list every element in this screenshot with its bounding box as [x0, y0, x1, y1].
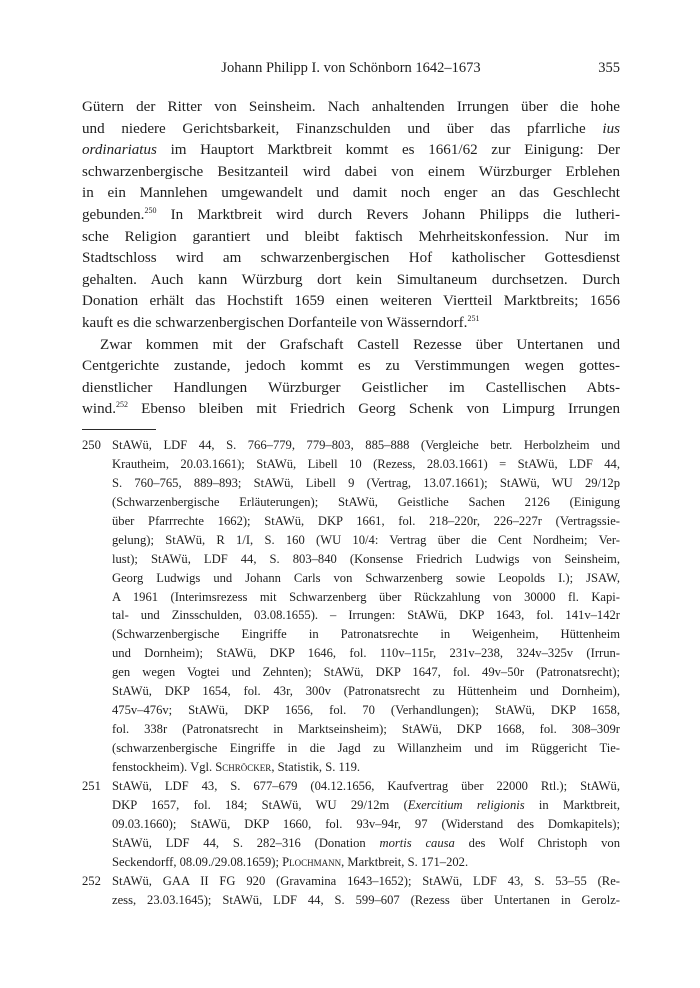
footnote-line: 09.03.1660); StAWü, DKP 1660, fol. 93v–94r, 97 (Widerstand des Domkapitels);	[112, 816, 620, 831]
footnote-line: gen wegen Vogtei und Zehnten); StAWü, DKP 1647, fol. 49v–50r (Patronatsrecht);	[112, 665, 620, 680]
footnote-number: 251	[82, 778, 101, 793]
footnote-line: (Schwarzenbergische Eingriffe in Patronatsrechte in Weigenheim, Hüttenheim	[112, 627, 620, 642]
text-line: und niedere Gerichtsbarkeit, Finanzschulden und über das pfarrliche ius	[82, 120, 620, 137]
footnote-line: Georg Ludwigs und Johann Carls von Schwarzenberg sowie Leopolds I.); JSAW,	[112, 570, 620, 585]
footnote-line: Seckendorff, 08.09./29.08.1659); Plochmann, Marktbreit, S. 171–202.	[112, 854, 469, 869]
footnote-line: S. 760–765, 889–893; StAWü, Libell 9 (Vertrag, 13.07.1661); StAWü, WU 29/12p	[112, 475, 620, 490]
footnote-marker: 250	[144, 205, 157, 215]
footnote-line: und Dornheim); StAWü, DKP 1646, fol. 110v–115r, 231v–238, 324v–325v (Irrun-	[112, 646, 620, 661]
author-name: Schröcker	[215, 759, 272, 774]
footnote-line: tal- und Zinsschulden, 03.08.1655). – Irrungen: StAWü, DKP 1643, fol. 141v–142r	[112, 608, 620, 623]
footnote-line: gelung); StAWü, R 1/I, S. 160 (WU 10/4: Vertrag über die Cent Nordheim; Ver-	[112, 532, 620, 547]
footnote	[82, 872, 620, 910]
footnote-body	[112, 872, 620, 910]
running-title: Johann Philipp I. von Schönborn 1642–1673	[221, 60, 481, 76]
footnote-line: StAWü, GAA II FG 920 (Gravamina 1643–1652); StAWü, LDF 43, S. 53–55 (Re-	[112, 873, 620, 888]
footnote-line: 475v–476v; StAWü, DKP 1656, fol. 70 (Verhandlungen); StAWü, DKP 1658,	[112, 703, 620, 718]
page-number: 355	[598, 60, 620, 76]
footnote-line: A 1961 (Interimsrezess mit Schwarzenberg über Rückzahlung von 30000 fl. Kapi-	[112, 589, 620, 604]
footnote-line: (Schwarzenbergische Erläuterungen); StAWü, Geistliche Sachen 2126 (Einigung	[112, 494, 620, 509]
footnote-number: 252	[82, 873, 101, 888]
text-line: dienstlicher Handlungen Würzburger Geistlicher im Castellischen Abts-	[82, 379, 620, 396]
text-line: gebunden.$^{250}$ In Marktbreit wird durch Revers Johann Philipps die lutheri-	[82, 205, 620, 223]
footnote-line: zess, 23.03.1645); StAWü, LDF 44, S. 599–607 (Rezess über Untertanen in Gerolz-	[112, 892, 620, 907]
footnote-body	[112, 436, 620, 777]
footnote-line: StAWü, LDF 44, S. 282–316 (Donation mortis causa des Wolf Christoph von	[112, 835, 621, 850]
footnote-body	[112, 777, 620, 872]
footnote-line: (schwarzenbergische Eingriffe in die Jagd zu Willanzheim und im Rüggericht Tie-	[112, 741, 620, 755]
footnote-line: fol. 338r (Patronatsrecht in Marktseinsheim); StAWü, DKP 1668, fol. 308–309r	[112, 722, 620, 737]
footnote-line: DKP 1657, fol. 184; StAWü, WU 29/12m (Exercitium religionis in Marktbreit,	[112, 797, 620, 812]
text-line: schwarzenbergische Besitzanteil wird dabei von einem Würzburger Erblehen	[82, 163, 620, 180]
footnote-line: fenstockheim). Vgl. Schröcker, Statistik, S. 119.	[112, 759, 361, 774]
text-line: kauft es die schwarzenbergischen Dorfanteile von Wässerndorf.$^{251}$	[82, 313, 480, 331]
footnote-line: lust); StAWü, LDF 44, S. 803–840 (Konsense Friedrich Ludwigs von Seinsheim,	[112, 551, 620, 566]
main-text	[82, 97, 620, 421]
text-line: Centgerichte zustande, jedoch kommt es zu Verstimmungen wegen gottes-	[82, 358, 620, 375]
footnote-line: StAWü, DKP 1654, fol. 43r, 300v (Patronatsrecht zu Hüttenheim und Dornheim),	[112, 684, 620, 699]
text-line: sche Religion garantiert und bleibt faktisch Mehrheitskonfession. Nur im	[82, 228, 620, 245]
footnote-marker: 251	[467, 313, 480, 323]
running-header	[82, 60, 620, 82]
text-line: Zwar kommen mit der Grafschaft Castell Rezesse über Untertanen und	[100, 336, 620, 353]
text-line: Gütern der Ritter von Seinsheim. Nach anhaltenden Irrungen über die hohe	[82, 99, 620, 115]
footnotes	[82, 436, 620, 909]
text-line: wind.$^{252}$ Ebenso bleiben mit Friedrich Georg Schenk von Limpurg Irrungen	[82, 400, 620, 418]
text-line: ordinariatus im Hauptort Marktbreit kommt es 1661/62 zur Einigung: Der	[82, 142, 620, 159]
footnote-marker: 252	[115, 400, 128, 410]
footnote-line: Krautheim, 20.03.1661); StAWü, Libell 10 (Rezess, 28.03.1661) = StAWü, LDF 44,	[112, 456, 620, 471]
author-name: Plochmann	[282, 854, 342, 869]
footnote-separator	[82, 429, 156, 430]
footnote	[82, 436, 620, 777]
text-line: Stadtschloss wird am schwarzenbergischen Hof katholischer Gottesdienst	[82, 250, 620, 267]
italic-term: Exercitium religionis	[407, 797, 525, 812]
footnote-number: 250	[82, 438, 101, 452]
footnote-line: über Pfarrrechte 1662); StAWü, DKP 1661, fol. 218–220r, 226–227r (Vertragssie-	[112, 513, 620, 528]
text-line: gehalten. Auch kann Würzburg dort kein Simultaneum durchsetzen. Durch	[82, 271, 620, 288]
italic-term: ordinariatus	[82, 142, 157, 159]
footnote	[82, 777, 620, 872]
footnote-line: StAWü, LDF 44, S. 766–779, 779–803, 885–888 (Vergleiche betr. Herbolzheim und	[112, 438, 620, 452]
text-line: Donation erhält das Hochstift 1659 einen weiteren Viertteil Marktbreits; 1656	[82, 293, 620, 310]
italic-term: mortis causa	[379, 835, 455, 850]
footnote-line: StAWü, LDF 43, S. 677–679 (04.12.1656, Kaufvertrag über 22000 Rtl.); StAWü,	[112, 778, 620, 793]
italic-term: ius	[602, 120, 620, 137]
text-line: in ein Mannlehen umgewandelt und damit noch enger an das Geschlecht	[82, 185, 620, 202]
